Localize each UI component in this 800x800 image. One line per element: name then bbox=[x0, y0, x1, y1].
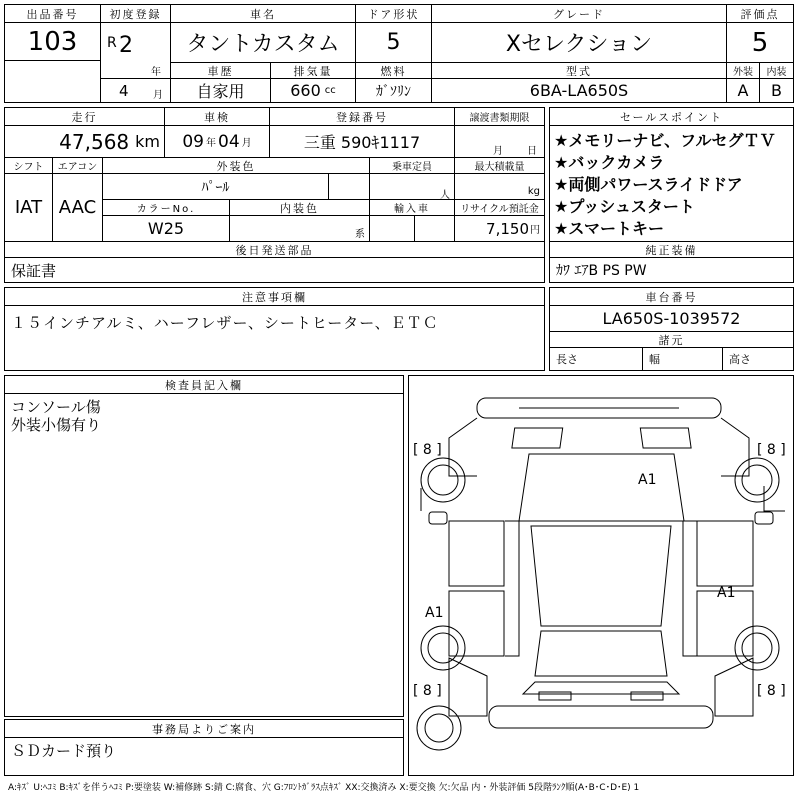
registration-year-cell bbox=[101, 23, 171, 79]
tire-depth-front-right: [ 8 ] bbox=[757, 442, 786, 458]
car-name: タントカスタム bbox=[171, 23, 356, 63]
sales-point-item: ★両側パワースライドドア bbox=[554, 175, 743, 194]
later-parts-label: 後日発送部品 bbox=[5, 242, 544, 258]
width-label: 幅 bbox=[649, 353, 660, 366]
registration-month-cell bbox=[101, 79, 171, 102]
door-label: ドア形状 bbox=[356, 5, 432, 23]
displacement-label: 排気量 bbox=[271, 63, 356, 79]
fuel-label: 燃料 bbox=[356, 63, 432, 79]
width-cell bbox=[643, 348, 723, 370]
car-outline bbox=[409, 376, 793, 775]
inspector-label: 検査員記入欄 bbox=[5, 376, 403, 394]
month-unit: 月 bbox=[153, 90, 163, 101]
history-value: 自家用 bbox=[171, 79, 271, 102]
interior-color-unit: 系 bbox=[355, 229, 365, 240]
office-value: ＳＤカード預り bbox=[11, 742, 117, 760]
chassis-number: LA650S-1039572 bbox=[550, 306, 793, 332]
notes-value: １５インチアルミ、ハーフレザー、シートヒーター、ＥＴＣ bbox=[11, 314, 439, 332]
color-number-label: カラーNo. bbox=[103, 200, 230, 216]
recycle-value: 7,150 bbox=[486, 219, 529, 238]
notes-label: 注意事項欄 bbox=[5, 288, 544, 306]
inspection-cell bbox=[165, 126, 270, 158]
displacement-unit: cc bbox=[324, 85, 336, 96]
score-value: 5 bbox=[727, 23, 793, 63]
length-label: 長さ bbox=[556, 353, 578, 366]
capacity-cell bbox=[370, 174, 455, 200]
dimensions-label: 諸元 bbox=[550, 332, 793, 348]
office-label: 事務局よりご案内 bbox=[5, 720, 403, 738]
ac-value: AAC bbox=[53, 174, 103, 242]
fuel-value: ｶﾞｿﾘﾝ bbox=[356, 79, 432, 102]
details-table bbox=[4, 107, 545, 283]
mileage-unit: km bbox=[135, 132, 160, 151]
color-number-value: W25 bbox=[103, 216, 230, 242]
interior-grade-label: 内装 bbox=[760, 63, 793, 79]
transfer-day-unit: 日 bbox=[527, 146, 537, 157]
import-label: 輸入車 bbox=[370, 200, 455, 216]
inspector-table bbox=[4, 375, 404, 717]
plate-value: 三重 590ｷ1117 bbox=[270, 126, 455, 158]
exterior-color-label: 外装色 bbox=[103, 158, 370, 174]
mileage-label: 走行 bbox=[5, 108, 165, 126]
inspector-note: 外装小傷有り bbox=[11, 416, 102, 434]
mileage-cell bbox=[5, 126, 165, 158]
exterior-grade-label: 外装 bbox=[727, 63, 760, 79]
tire-depth-rear-right: [ 8 ] bbox=[757, 683, 786, 699]
plate-label: 登録番号 bbox=[270, 108, 455, 126]
displacement-cell bbox=[271, 79, 356, 102]
model-value: 6BA-LA650S bbox=[432, 79, 727, 102]
sales-points-label: セールスポイント bbox=[550, 108, 793, 126]
tire-depth-front-left: [ 8 ] bbox=[413, 442, 442, 458]
notes-table bbox=[4, 287, 545, 371]
inspection-year-unit: 年 bbox=[206, 138, 216, 149]
inspection-month-unit: 月 bbox=[241, 138, 252, 149]
model-label: 型式 bbox=[432, 63, 727, 79]
equipment-value: ｶﾜ ｴｱB PS PW bbox=[556, 263, 647, 279]
interior-color-label: 内装色 bbox=[230, 200, 370, 216]
legend: A:ｷｽﾞ U:ﾍｺﾐ B:ｷｽﾞを伴うﾍｺﾐ P:要塗装 W:補修跡 S:錆 C:腐食、穴 G:ﾌﾛﾝﾄｶﾞﾗｽ点ｷｽﾞ XX:交換済み X:要交換 欠:欠品 内・外装評価 5段階ﾗﾝｸ順(A･B･C･D･E) 1 bbox=[8, 783, 640, 793]
recycle-cell bbox=[455, 216, 544, 242]
load-label: 最大積載量 bbox=[455, 158, 544, 174]
mileage-value: 47,568 bbox=[59, 129, 130, 154]
sales-points-list bbox=[554, 130, 794, 240]
inspector-notes bbox=[11, 398, 101, 434]
displacement-value: 660 bbox=[290, 81, 321, 100]
score-label: 評価点 bbox=[727, 5, 793, 23]
shift-label: シフト bbox=[5, 158, 53, 174]
recycle-unit: 円 bbox=[530, 225, 540, 236]
header-table bbox=[4, 4, 794, 103]
lot-blank bbox=[5, 61, 101, 102]
later-parts-value: 保証書 bbox=[11, 261, 57, 280]
grade-value: Xセレクション bbox=[432, 23, 727, 63]
interior-color-cell bbox=[230, 216, 370, 242]
import-cell-b bbox=[415, 216, 455, 242]
sales-point-item: ★プッシュスタート bbox=[554, 197, 695, 216]
transfer-cell bbox=[455, 126, 544, 158]
sales-point-item: ★バックカメラ bbox=[554, 153, 665, 172]
length-cell bbox=[550, 348, 643, 370]
height-cell bbox=[723, 348, 793, 370]
era: R bbox=[107, 35, 117, 51]
inspection-year: 09 bbox=[182, 131, 204, 152]
load-unit: kg bbox=[527, 186, 540, 197]
shift-value: IAT bbox=[5, 174, 53, 242]
damage-mark-roof: A1 bbox=[638, 472, 657, 488]
damage-mark-right: A1 bbox=[717, 585, 736, 601]
damage-mark-left: A1 bbox=[425, 605, 444, 621]
car-name-label: 車名 bbox=[171, 5, 356, 23]
registration-month: 4 bbox=[119, 82, 129, 100]
recycle-label: リサイクル預託金 bbox=[455, 200, 544, 216]
year-unit: 年 bbox=[151, 67, 161, 78]
capacity-unit: 人 bbox=[440, 190, 450, 200]
tire-depth-rear-left: [ 8 ] bbox=[413, 683, 442, 699]
exterior-color-extra bbox=[329, 174, 370, 200]
exterior-color-value: ﾊﾟｰﾙ bbox=[103, 174, 329, 200]
sales-point-item: ★メモリーナビ、フルセグＴＶ bbox=[554, 131, 776, 150]
registration-year: 2 bbox=[119, 33, 133, 58]
lot-label: 出品番号 bbox=[5, 5, 101, 23]
door-value: 5 bbox=[356, 23, 432, 63]
inspector-note: コンソール傷 bbox=[11, 398, 101, 416]
ac-label: エアコン bbox=[53, 158, 103, 174]
load-cell bbox=[455, 174, 544, 200]
registration-label: 初度登録 bbox=[101, 5, 171, 23]
chassis-label: 車台番号 bbox=[550, 288, 793, 306]
interior-grade: B bbox=[771, 81, 782, 100]
sales-point-item: ★スマートキー bbox=[554, 219, 665, 238]
inspection-label: 車検 bbox=[165, 108, 270, 126]
height-label: 高さ bbox=[729, 353, 751, 366]
office-table bbox=[4, 719, 404, 776]
chassis-table bbox=[549, 287, 794, 371]
damage-diagram bbox=[408, 375, 794, 776]
equipment-label: 純正装備 bbox=[550, 242, 793, 258]
grade-label: グレード bbox=[432, 5, 727, 23]
inspection-month: 04 bbox=[218, 131, 240, 152]
import-cell-a bbox=[370, 216, 415, 242]
lot-number: 103 bbox=[5, 23, 101, 61]
transfer-label: 譲渡書類期限 bbox=[455, 108, 544, 126]
capacity-label: 乗車定員 bbox=[370, 158, 455, 174]
history-label: 車歴 bbox=[171, 63, 271, 79]
transfer-month-unit: 月 bbox=[493, 146, 503, 157]
exterior-grade: A bbox=[727, 79, 760, 102]
